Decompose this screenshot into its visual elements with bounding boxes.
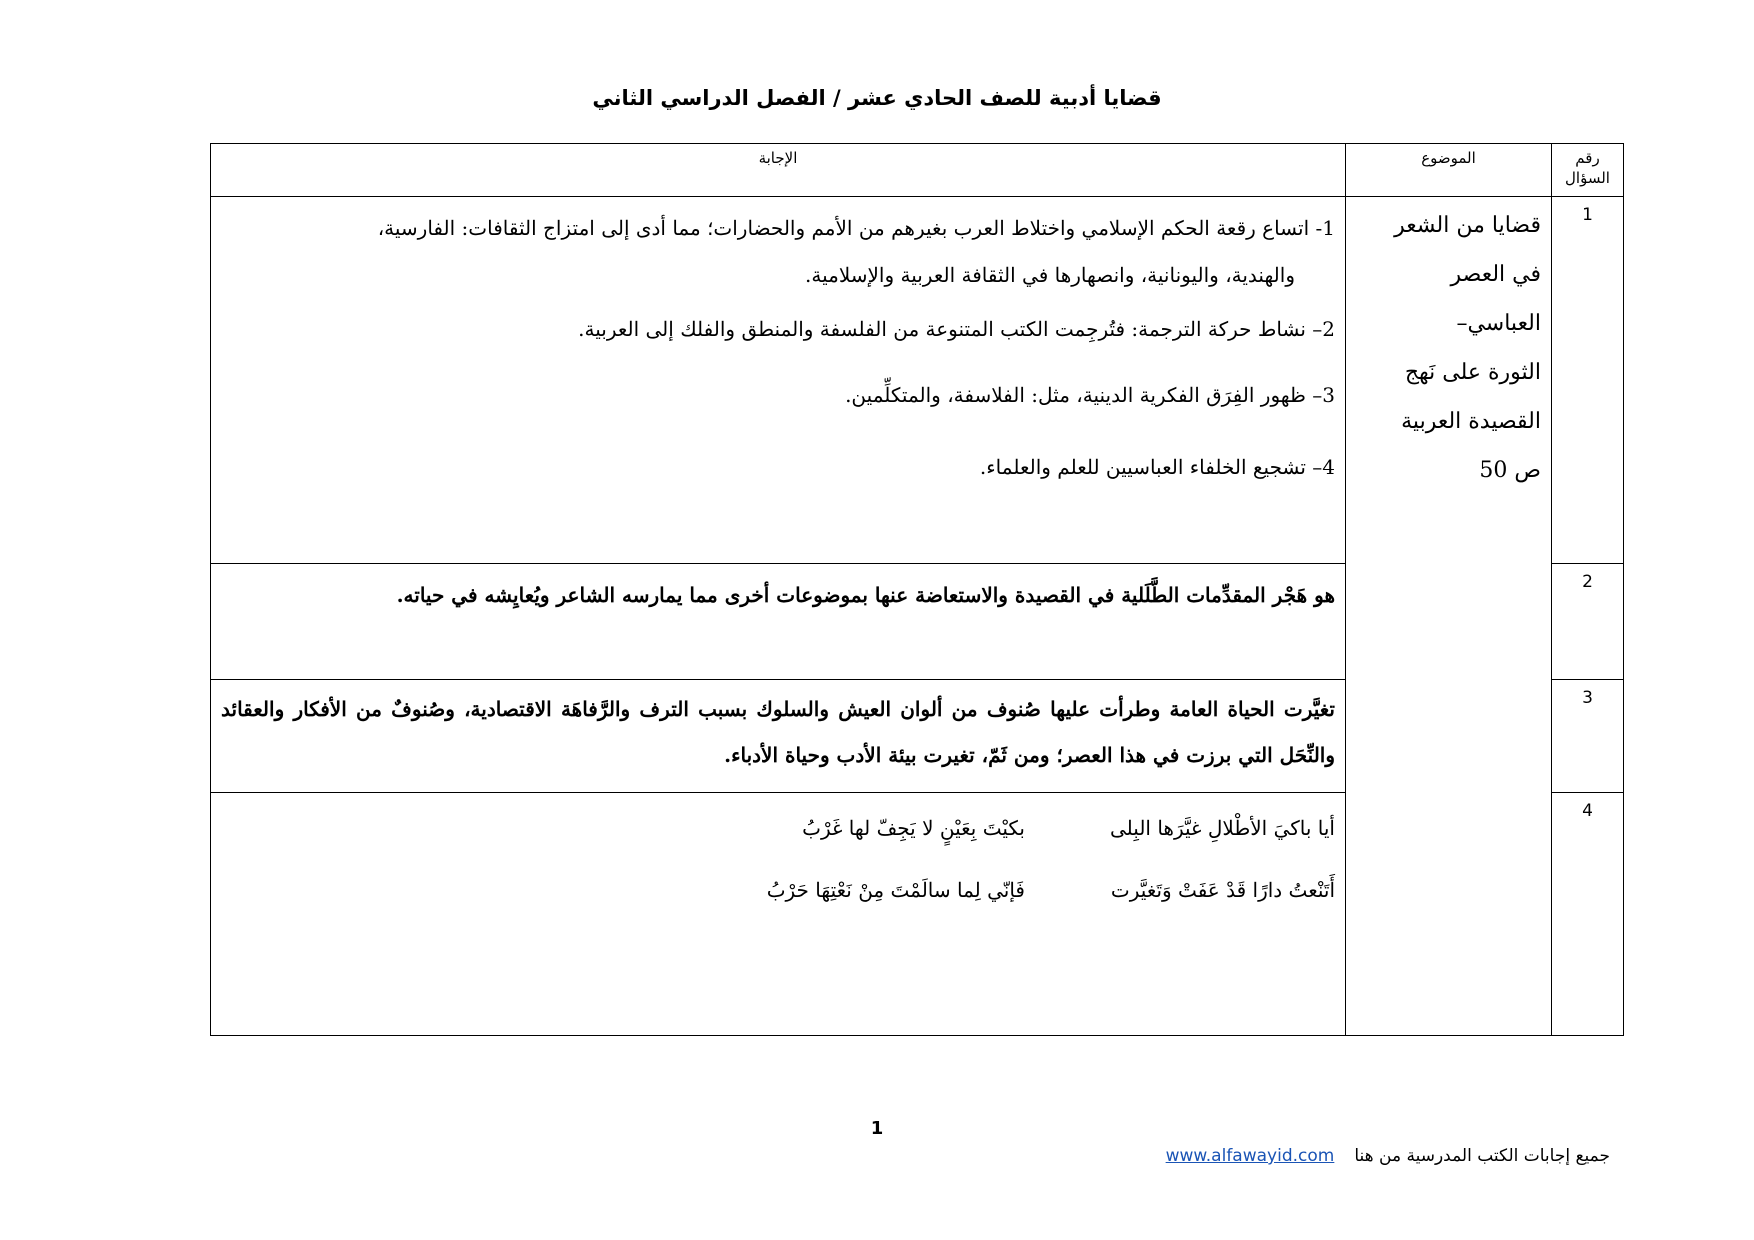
answer-line: 2– نشاط حركة الترجمة: فتُرجِمت الكتب المتنوعة من الفلسفة والمنطق والفلك إلى العربية. [578,317,1335,341]
topic-line: قضايا من الشعر [1394,213,1541,238]
topic-line: العباسي– [1456,311,1541,336]
question-number: 2 [1552,564,1624,680]
question-number: 3 [1552,680,1624,793]
question-number: 4 [1552,793,1624,1036]
answer-text: تغيَّرت الحياة العامة وطرأت عليها صُنوف من ألوان العيش والسلوك بسبب الترف والرَّفاهَة الاقتصادية، وصُنوفٌ من الأفكار والعقائد والنِّحَل التي برزت في هذا العصر؛ ومن ثَمّ، تغيرت بيئة الأدب وحياة الأدباء. [221,697,1335,767]
topic-line: الثورة على نَهج [1404,360,1541,385]
page-title: قضايا أدبية للصف الحادي عشر / الفصل الدراسي الثاني [592,86,1162,110]
answer-line: 3– ظهور الفِرَق الفكرية الدينية، مثل: الفلاسفة، والمتكلِّمين. [845,383,1335,407]
topic-cell [1346,197,1552,1036]
table-row [211,197,1624,564]
answer-line: 4– تشجيع الخلفاء العباسيين للعلم والعلماء. [979,455,1335,479]
verse-first-hemistich: أَتَنْعتُ دارًا قَدْ عَفَتْ وَتَغيَّرت [1110,878,1335,902]
topic-line: ص 50 [1479,458,1541,483]
answer-cell [211,197,1346,564]
header-answer: الإجابة [211,144,1346,197]
footer-text: جميع إجابات الكتب المدرسية من هنا [1354,1146,1610,1166]
topic-line: في العصر [1450,262,1541,287]
answer-cell [211,793,1346,1036]
header-topic: الموضوع [1346,144,1552,197]
poem-verse [221,859,1335,921]
page-number: 1 [870,1118,884,1139]
answer-line: والهندية، واليونانية، وانصهارها في الثقافة العربية والإسلامية. [804,263,1295,287]
topic-line: القصيدة العربية [1401,409,1541,434]
answer-cell [211,680,1346,793]
verse-first-hemistich: أيا باكيَ الأطْلالِ غيَّرَها البِلى [1110,816,1335,840]
answer-text: هو هَجْر المقدِّمات الطَّلَلية في القصيدة والاستعاضة عنها بموضوعات أخرى مما يمارسه الشاعر ويُعايِشه في حياته. [396,583,1335,607]
verse-second-hemistich: فَإنّي لِما سالَمْتَ مِنْ نَعْتِهَا حَرْبُ [766,878,1025,902]
footer [1166,1146,1610,1166]
table-header-row [211,144,1624,197]
qa-table [210,143,1624,1036]
answer-cell [211,564,1346,680]
verse-second-hemistich: بكيْتَ بِعَيْنٍ لا يَجِفّ لها غَرْبُ [802,816,1025,840]
website-link[interactable]: www.alfawayid.com [1165,1146,1335,1166]
question-number: 1 [1552,197,1624,564]
header-number: رقم السؤال [1552,144,1624,197]
poem-verse [221,797,1335,859]
answer-line: 1- اتساع رقعة الحكم الإسلامي واختلاط العرب بغيرهم من الأمم والحضارات؛ مما أدى إلى امتزاج الثقافات: الفارسية، [377,216,1335,240]
